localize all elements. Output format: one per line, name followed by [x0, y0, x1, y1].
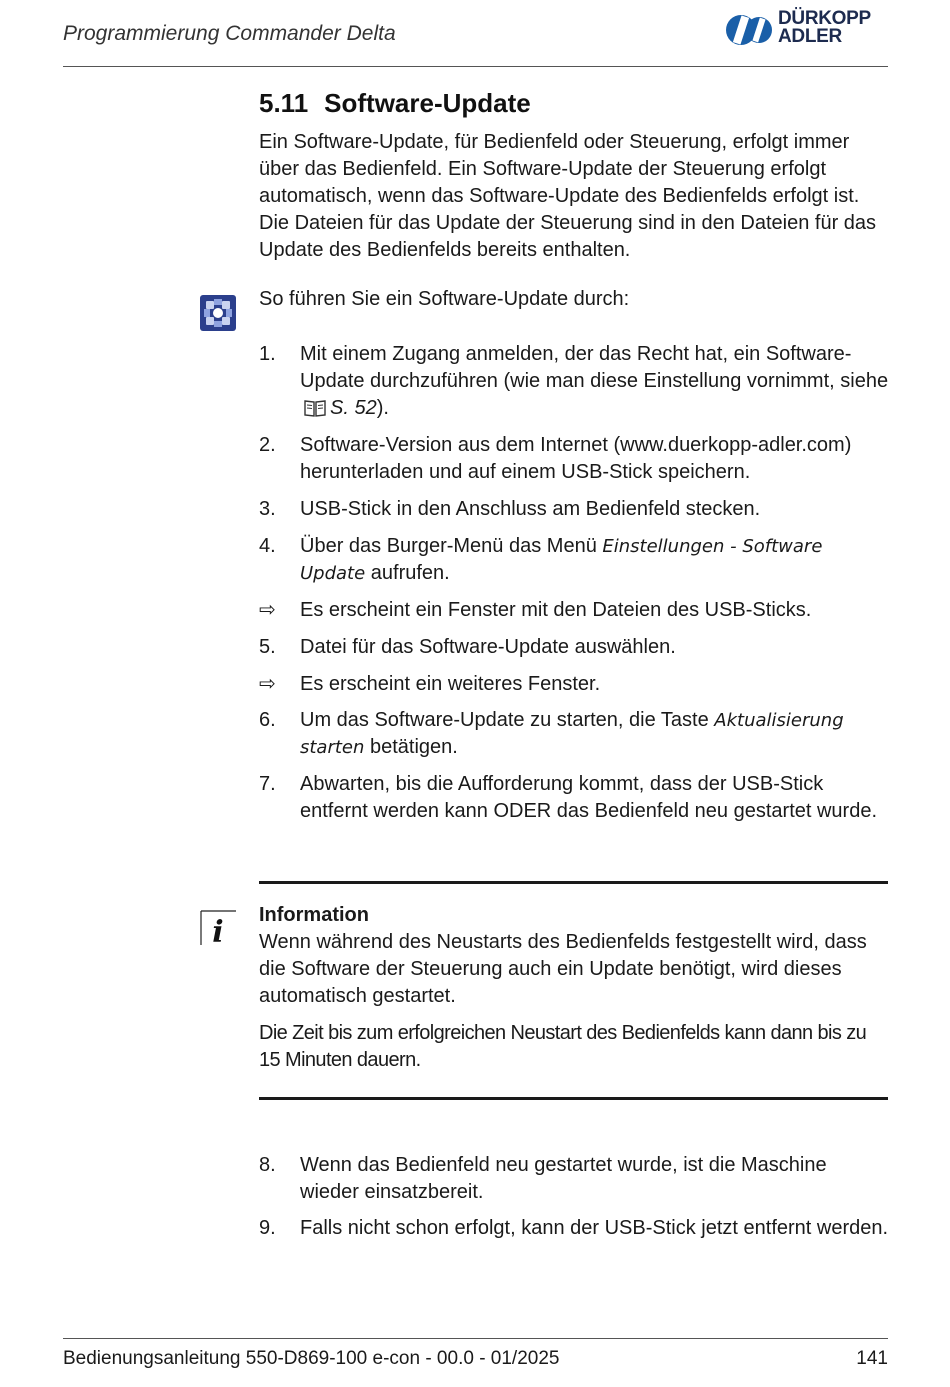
step-5	[259, 634, 889, 661]
info-paragraph-2: Die Zeit bis zum erfolgreichen Neustart des Bedienfelds kann dann bis zu 15 Minuten dauern.	[259, 1022, 867, 1071]
step-text: Datei für das Software-Update auswählen.	[300, 636, 676, 658]
steps-intro: So führen Sie ein Software-Update durch:	[259, 288, 630, 310]
step-text: Über das Burger-Menü das Menü	[300, 535, 597, 557]
page-number: 141	[856, 1348, 888, 1369]
menu-path: Einstellungen - Software Update	[300, 536, 823, 584]
step-number: 5.	[259, 636, 276, 658]
header-divider	[63, 66, 888, 67]
info-bottom-rule	[259, 1097, 888, 1100]
logo-mark-icon	[724, 10, 774, 50]
book-reference-icon	[304, 399, 326, 417]
step-number: 3.	[259, 498, 276, 520]
footer-divider	[63, 1338, 888, 1339]
step-9	[259, 1215, 889, 1242]
procedure-icon	[200, 295, 236, 331]
svg-text:i: i	[212, 915, 224, 946]
step-number: 1.	[259, 343, 276, 365]
step-7	[259, 771, 889, 825]
footer-document-id: Bedienungsanleitung 550-D869-100 e-con - 00.0 - 01/2025	[63, 1348, 560, 1369]
info-heading: Information	[259, 904, 369, 926]
step-text-end: betätigen.	[369, 736, 458, 758]
step-text: Falls nicht schon erfolgt, kann der USB-Stick jetzt entfernt werden.	[300, 1217, 889, 1239]
step-number: 7.	[259, 773, 276, 795]
result-arrow-icon: ⇨	[259, 599, 276, 621]
step-text: Wenn das Bedienfeld neu gestartet wurde, ist die Maschine wieder einsatzbereit.	[300, 1154, 827, 1203]
step-2	[259, 432, 889, 486]
step-number: 4.	[259, 535, 276, 557]
step-text: Mit einem Zugang anmelden, der das Recht hat, ein Software-Update durchzuführen (wie man diese Einstellung vornimmt, siehe	[300, 343, 889, 392]
logo-line-2: ADLER	[778, 26, 842, 47]
step-number: 9.	[259, 1217, 276, 1239]
step-text-end: ).	[376, 397, 389, 419]
step-number: 2.	[259, 434, 276, 456]
section-title	[259, 88, 531, 119]
result-text: Es erscheint ein weiteres Fenster.	[300, 673, 601, 695]
step-text: Software-Version aus dem Internet (www.duerkopp-adler.com) herunterladen und auf einem USB-Stick speichern.	[300, 434, 852, 483]
section-heading: Software-Update	[324, 88, 531, 118]
result-1	[259, 597, 889, 624]
info-paragraph-1: Wenn während des Neustarts des Bedienfelds festgestellt wird, dass die Software der Steuerung auch ein Update benötigt, wird dieses automatisch gestartet.	[259, 931, 867, 1007]
step-4	[259, 533, 889, 587]
button-name: Aktualisierung starten	[300, 710, 844, 758]
step-3	[259, 496, 889, 523]
logo-wordmark	[778, 10, 894, 46]
section-number: 5.11	[259, 88, 309, 118]
step-8	[259, 1152, 889, 1206]
step-text: Um das Software-Update zu starten, die Taste	[300, 709, 709, 731]
info-top-rule	[259, 881, 888, 884]
result-text: Es erscheint ein Fenster mit den Dateien des USB-Sticks.	[300, 599, 812, 621]
intro-paragraph: Ein Software-Update, für Bedienfeld oder Steuerung, erfolgt immer über das Bedienfeld. Ein Software-Update der Steuerung erfolgt automatisch, wenn das Software-Update des Bedienfelds erfolgt ist. Die Dateien für das Update der Steuerung sind in den Dateien für das Update des Bedienfelds bereits enthalten.	[259, 131, 877, 261]
step-text: USB-Stick in den Anschluss am Bedienfeld stecken.	[300, 498, 761, 520]
step-text-end: aufrufen.	[370, 562, 450, 584]
result-2	[259, 671, 889, 698]
step-text: Abwarten, bis die Aufforderung kommt, dass der USB-Stick entfernt werden kann ODER das Bedienfeld neu gestartet wurde.	[300, 773, 878, 822]
step-number: 8.	[259, 1154, 276, 1176]
step-6	[259, 707, 889, 761]
step-number: 6.	[259, 709, 276, 731]
header-title: Programmierung Commander Delta	[63, 22, 396, 45]
logo-line-1: DÜRKOPP	[778, 8, 871, 29]
result-arrow-icon: ⇨	[259, 673, 276, 695]
step-1	[259, 341, 889, 422]
brand-logo	[724, 10, 894, 50]
page-reference-link[interactable]: S. 52	[330, 397, 377, 419]
information-icon	[200, 910, 236, 946]
